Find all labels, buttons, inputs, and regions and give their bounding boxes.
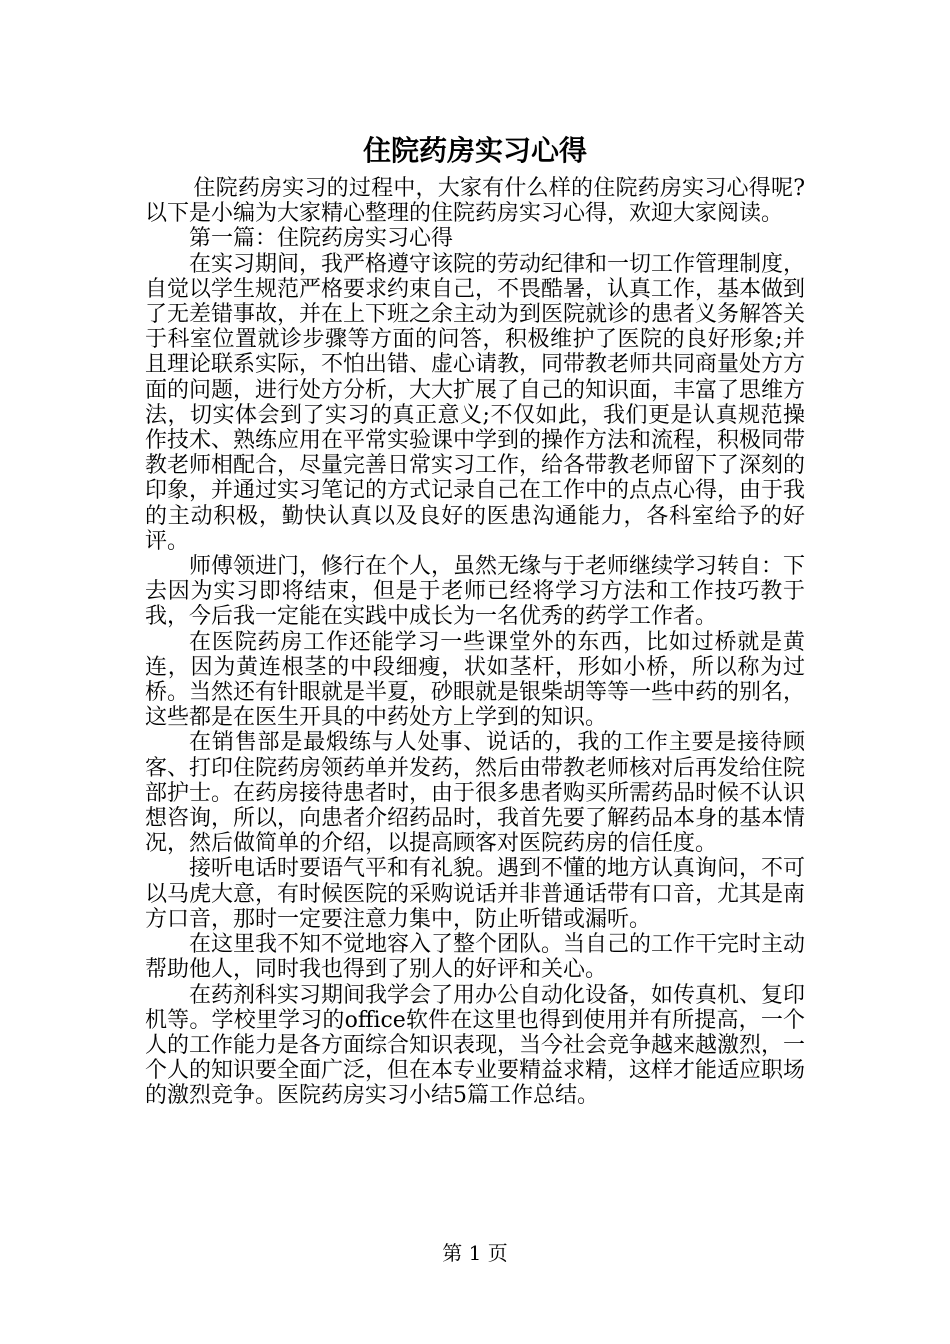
intro-paragraph: 住院药房实习的过程中，大家有什么样的住院药房实习心得呢?以下是小编为大家精心整理的住院药房实习心得，欢迎大家阅读。 <box>145 176 805 227</box>
body-paragraph: 在销售部是最煅练与人处事、说话的，我的工作主要是接待顾客、打印住院药房领药单并发药，然后由带教老师核对后再发给住院部护士。在药房接待患者时，由于很多患者购买所需药品时候不认识想咨询，所以，向患者介绍药品时，我首先要了解药品本身的基本情况，然后做简单的介绍，以提高顾客对医院药房的信任度。 <box>145 730 806 857</box>
body-paragraph: 在实习期间，我严格遵守该院的劳动纪律和一切工作管理制度，自觉以学生规范严格要求约束自己，不畏酷暑，认真工作，基本做到了无差错事故，并在上下班之余主动为到医院就诊的患者义务解答关于科室位置就诊步骤等方面的问答，积极维护了医院的良好形象;并且理论联系实际，不怕出错、虚心请教，同带教老师共同商量处方方面的问题，进行处方分析，大大扩展了自己的知识面，丰富了思维方法，切实体会到了实习的真正意义;不仅如此，我们更是认真规范操作技术、熟练应用在平常实验课中学到的操作方法和流程，积极同带教老师相配合，尽量完善日常实习工作，给各带教老师留下了深刻的印象，并通过实习笔记的方式记录自己在工作中的点点心得，由于我的主动积极，勤快认真以及良好的医患沟通能力，各科室给予的好评。 <box>145 251 806 554</box>
body-paragraph: 在这里我不知不觉地容入了整个团队。当自己的工作干完时主动帮助他人，同时我也得到了别人的好评和关心。 <box>145 932 806 983</box>
page-number: 第 1 页 <box>442 1241 508 1265</box>
document-body <box>145 176 805 1109</box>
document-title: 住院药房实习心得 <box>362 134 587 167</box>
body-paragraph: 接听电话时要语气平和有礼貌。遇到不懂的地方认真询问，不可以马虎大意，有时候医院的采购说话并非普通话带有口音，尤其是南方口音，那时一定要注意力集中，防止听错或漏听。 <box>145 856 806 932</box>
body-paragraph: 师傅领进门，修行在个人，虽然无缘与于老师继续学习转自：下去因为实习即将结束，但是于老师已经将学习方法和工作技巧教于我，今后我一定能在实践中成长为一名优秀的药学工作者。 <box>145 554 806 630</box>
body-paragraph: 在药剂科实习期间我学会了用办公自动化设备，如传真机、复印机等。学校里学习的office软件在这里也得到使用并有所提高，一个人的工作能力是各方面综合知识表现，当今社会竞争越来越激烈，一个人的知识要全面广泛，但在本专业要精益求精，这样才能适应职场的激烈竞争。医院药房实习小结5篇工作总结。 <box>145 982 806 1109</box>
body-paragraph: 在医院药房工作还能学习一些课堂外的东西，比如过桥就是黄连，因为黄连根茎的中段细瘦，状如茎杆，形如小桥，所以称为过桥。当然还有针眼就是半夏，砂眼就是银柴胡等等一些中药的别名，这些都是在医生开具的中药处方上学到的知识。 <box>145 629 806 731</box>
section-heading: 第一篇：住院药房实习心得 <box>189 226 454 252</box>
